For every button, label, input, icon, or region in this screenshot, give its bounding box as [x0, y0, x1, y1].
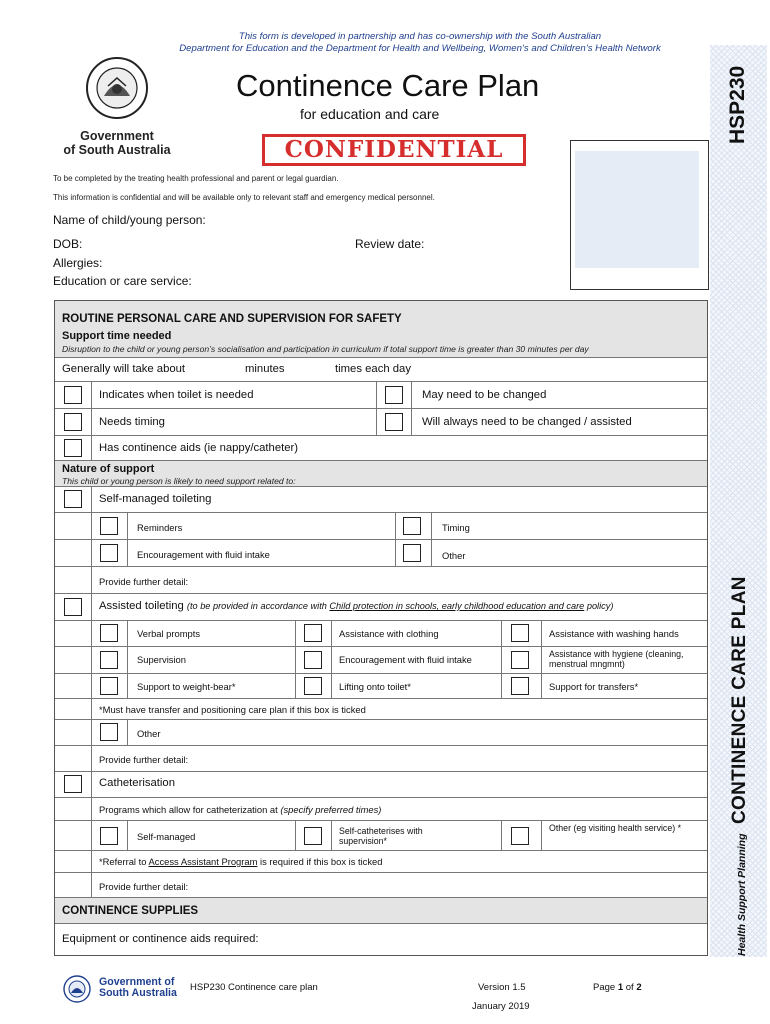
- table-row: [55, 698, 707, 719]
- divider: [127, 821, 128, 850]
- table-row: [55, 850, 707, 872]
- supervision-label: Supervision: [137, 654, 186, 665]
- nature-support-row: [55, 460, 707, 486]
- divider: [91, 436, 92, 460]
- assist-washing-label: Assistance with washing hands: [549, 628, 679, 639]
- other2-checkbox[interactable]: [100, 723, 118, 741]
- support-transfers-label: Support for transfers*: [549, 681, 639, 692]
- assisted-note-pre: (to be provided in accordance with: [186, 601, 330, 611]
- divider: [91, 594, 92, 620]
- other-visiting-label: Other (eg visiting health service) *: [549, 823, 682, 833]
- header-note-line2: Department for Education and the Department for Health and Wellbeing, Women’s and Children’s Health Network: [179, 43, 661, 54]
- routine-heading-row: [55, 301, 707, 330]
- encouragement-fluid2-label: Encouragement with fluid intake: [339, 654, 472, 665]
- supplies-heading-row: [55, 897, 707, 923]
- reminders-label: Reminders: [137, 522, 183, 533]
- support-time-heading: Support time needed: [62, 330, 172, 342]
- footer-date: January 2019: [472, 1001, 530, 1012]
- side-form-title: CONTINENCE CARE PLAN: [729, 576, 750, 824]
- intro-line1: To be completed by the treating health professional and parent or legal guardian.: [53, 174, 339, 183]
- footer-version: Version 1.5: [478, 982, 526, 993]
- footer-gov-line1: Government of: [99, 976, 175, 988]
- divider: [91, 382, 92, 408]
- assist-hygiene-checkbox[interactable]: [511, 651, 529, 669]
- generally-row: [55, 357, 707, 381]
- support-weight-checkbox[interactable]: [100, 677, 118, 695]
- access-assistant-link[interactable]: Access Assistant Program: [148, 856, 258, 867]
- referral-note: [99, 856, 382, 867]
- footer-page-total: 2: [636, 982, 642, 993]
- divider: [541, 821, 542, 850]
- self-cath-label: Self-catheterises with supervision*: [339, 826, 423, 846]
- lifting-checkbox[interactable]: [304, 677, 322, 695]
- timing-label: Timing: [442, 522, 470, 533]
- self-managed-label: Self-managed toileting: [99, 493, 212, 505]
- times-each-day-label: times each day: [335, 363, 411, 375]
- assisted-row: [99, 600, 613, 612]
- referral-note-post: is required if this box is ticked: [257, 856, 383, 867]
- support-time-note: Disruption to the child or young person’s socialisation and participation in curriculum if total support time is greater than 30 minutes per day: [62, 344, 589, 354]
- programs-note-italic: (specify preferred times): [280, 804, 382, 815]
- may-need-changed-checkbox[interactable]: [385, 386, 403, 404]
- footer-crest-icon: [62, 975, 92, 1003]
- may-need-changed-label: May need to be changed: [422, 389, 547, 401]
- logo-line1: Government: [80, 129, 154, 143]
- footer-page-num: 1: [617, 982, 624, 993]
- support-time-row: [55, 330, 707, 357]
- divider: [91, 409, 92, 435]
- side-form-code: HSP230: [726, 65, 749, 145]
- footer-page-pre: Page: [593, 982, 618, 993]
- encouragement-fluid2-checkbox[interactable]: [304, 651, 322, 669]
- table-row: [55, 512, 707, 539]
- provide-detail-label: Provide further detail:: [99, 576, 189, 587]
- table-row: [55, 797, 707, 820]
- header-note: [60, 31, 770, 55]
- divider: [295, 821, 296, 850]
- divider: [91, 487, 92, 512]
- self-managed2-label: Self-managed: [137, 831, 196, 842]
- assisted-note-post: policy): [584, 601, 614, 611]
- encouragement-fluid-checkbox[interactable]: [100, 544, 118, 562]
- generally-label: Generally will take about: [62, 363, 186, 375]
- table-row: [55, 620, 707, 646]
- support-weight-label: Support to weight-bear*: [137, 681, 236, 692]
- table-row: [55, 381, 707, 408]
- reminders-checkbox[interactable]: [100, 517, 118, 535]
- referral-note-pre: *Referral to: [99, 856, 149, 867]
- timing-checkbox[interactable]: [403, 517, 421, 535]
- table-row: [55, 408, 707, 435]
- will-always-label: Will always need to be changed / assisted: [422, 416, 632, 428]
- supplies-heading: CONTINENCE SUPPLIES: [62, 905, 199, 917]
- programs-note: [99, 804, 381, 815]
- divider: [411, 409, 412, 435]
- must-have-note: *Must have transfer and positioning care plan if this box is ticked: [99, 704, 366, 715]
- table-row: [55, 593, 707, 620]
- government-logo: [52, 56, 182, 157]
- table-row: [55, 539, 707, 566]
- table-row: [55, 719, 707, 745]
- assisted-note: [187, 601, 613, 611]
- assist-hygiene-label: Assistance with hygiene (cleaning, menstrual mngmnt): [549, 649, 684, 669]
- footer-gov-line2: South Australia: [99, 987, 177, 999]
- footer-doc-name: HSP230 Continence care plan: [190, 982, 318, 993]
- table-row: [55, 771, 707, 797]
- nature-note: This child or young person is likely to need support related to:: [62, 476, 296, 486]
- crest-icon: [84, 56, 150, 120]
- table-row: [55, 646, 707, 673]
- indicates-toilet-checkbox[interactable]: [64, 386, 82, 404]
- indicates-toilet-label: Indicates when toilet is needed: [99, 389, 254, 401]
- programs-note-pre: Programs which allow for catheterization at: [99, 804, 281, 815]
- routine-care-table: [54, 300, 708, 956]
- footer-page-mid: of: [623, 982, 637, 993]
- page-title: Continence Care Plan: [236, 68, 540, 103]
- needs-timing-label: Needs timing: [99, 416, 165, 428]
- name-field-label: Name of child/young person:: [53, 213, 206, 227]
- assist-clothing-checkbox[interactable]: [304, 624, 322, 642]
- table-row: [55, 745, 707, 771]
- footer-gov-text: [99, 977, 177, 999]
- self-managed2-checkbox[interactable]: [100, 827, 118, 845]
- will-always-checkbox[interactable]: [385, 413, 403, 431]
- has-aids-checkbox[interactable]: [64, 439, 82, 457]
- equipment-label: Equipment or continence aids required:: [62, 933, 259, 945]
- has-aids-label: Has continence aids (ie nappy/catheter): [99, 442, 299, 454]
- assist-washing-checkbox[interactable]: [511, 624, 529, 642]
- routine-heading: ROUTINE PERSONAL CARE AND SUPERVISION FOR SAFETY: [62, 313, 402, 325]
- self-cath-checkbox[interactable]: [304, 827, 322, 845]
- other-visiting-checkbox[interactable]: [511, 827, 529, 845]
- other-checkbox[interactable]: [403, 544, 421, 562]
- verbal-prompts-label: Verbal prompts: [137, 628, 201, 639]
- verbal-prompts-checkbox[interactable]: [100, 624, 118, 642]
- equipment-row: [55, 923, 707, 955]
- divider: [331, 821, 332, 850]
- minutes-label: minutes: [245, 363, 285, 375]
- divider: [411, 382, 412, 408]
- table-row: [55, 820, 707, 850]
- table-row: [55, 872, 707, 897]
- self-managed-checkbox[interactable]: [64, 490, 82, 508]
- provide-detail3-label: Provide further detail:: [99, 881, 189, 892]
- lifting-label: Lifting onto toilet*: [339, 681, 411, 692]
- divider: [501, 821, 502, 850]
- supervision-checkbox[interactable]: [100, 651, 118, 669]
- service-label: Education or care service:: [53, 274, 192, 288]
- divider: [376, 409, 377, 435]
- other-label: Other: [442, 550, 466, 561]
- child-protection-link[interactable]: Child protection in schools, early childhood education and care: [329, 601, 585, 611]
- provide-detail2-label: Provide further detail:: [99, 754, 189, 765]
- other2-label: Other: [137, 728, 161, 739]
- assisted-toileting-checkbox[interactable]: [64, 598, 82, 616]
- assisted-label: Assisted toileting: [99, 600, 184, 612]
- support-transfers-checkbox[interactable]: [511, 677, 529, 695]
- catheterisation-checkbox[interactable]: [64, 775, 82, 793]
- confidential-stamp: CONFIDENTIAL: [262, 134, 526, 166]
- nature-heading: Nature of support: [62, 463, 155, 475]
- table-row: [55, 673, 707, 698]
- review-date-label: Review date:: [355, 237, 425, 251]
- table-row: [55, 435, 707, 460]
- catheterisation-label: Catheterisation: [99, 777, 175, 789]
- table-row: [55, 566, 707, 593]
- dob-field-label: DOB:: [53, 237, 83, 251]
- allergies-label: Allergies:: [53, 256, 103, 270]
- divider: [376, 382, 377, 408]
- assist-clothing-label: Assistance with clothing: [339, 628, 439, 639]
- encouragement-fluid-label: Encouragement with fluid intake: [137, 549, 270, 560]
- header-note-line1: This form is developed in partnership and has co-ownership with the South Australian: [238, 31, 602, 42]
- divider: [127, 720, 128, 745]
- intro-line2: This information is confidential and will be available only to relevant staff and emergency medical personnel.: [53, 193, 435, 202]
- photo-placeholder[interactable]: [575, 151, 699, 268]
- page-subtitle: for education and care: [300, 106, 440, 122]
- footer-page: [593, 982, 642, 993]
- logo-line2: of South Australia: [63, 143, 171, 157]
- table-row: [55, 486, 707, 512]
- needs-timing-checkbox[interactable]: [64, 413, 82, 431]
- side-form-subtitle: Health Support Planning: [736, 833, 748, 957]
